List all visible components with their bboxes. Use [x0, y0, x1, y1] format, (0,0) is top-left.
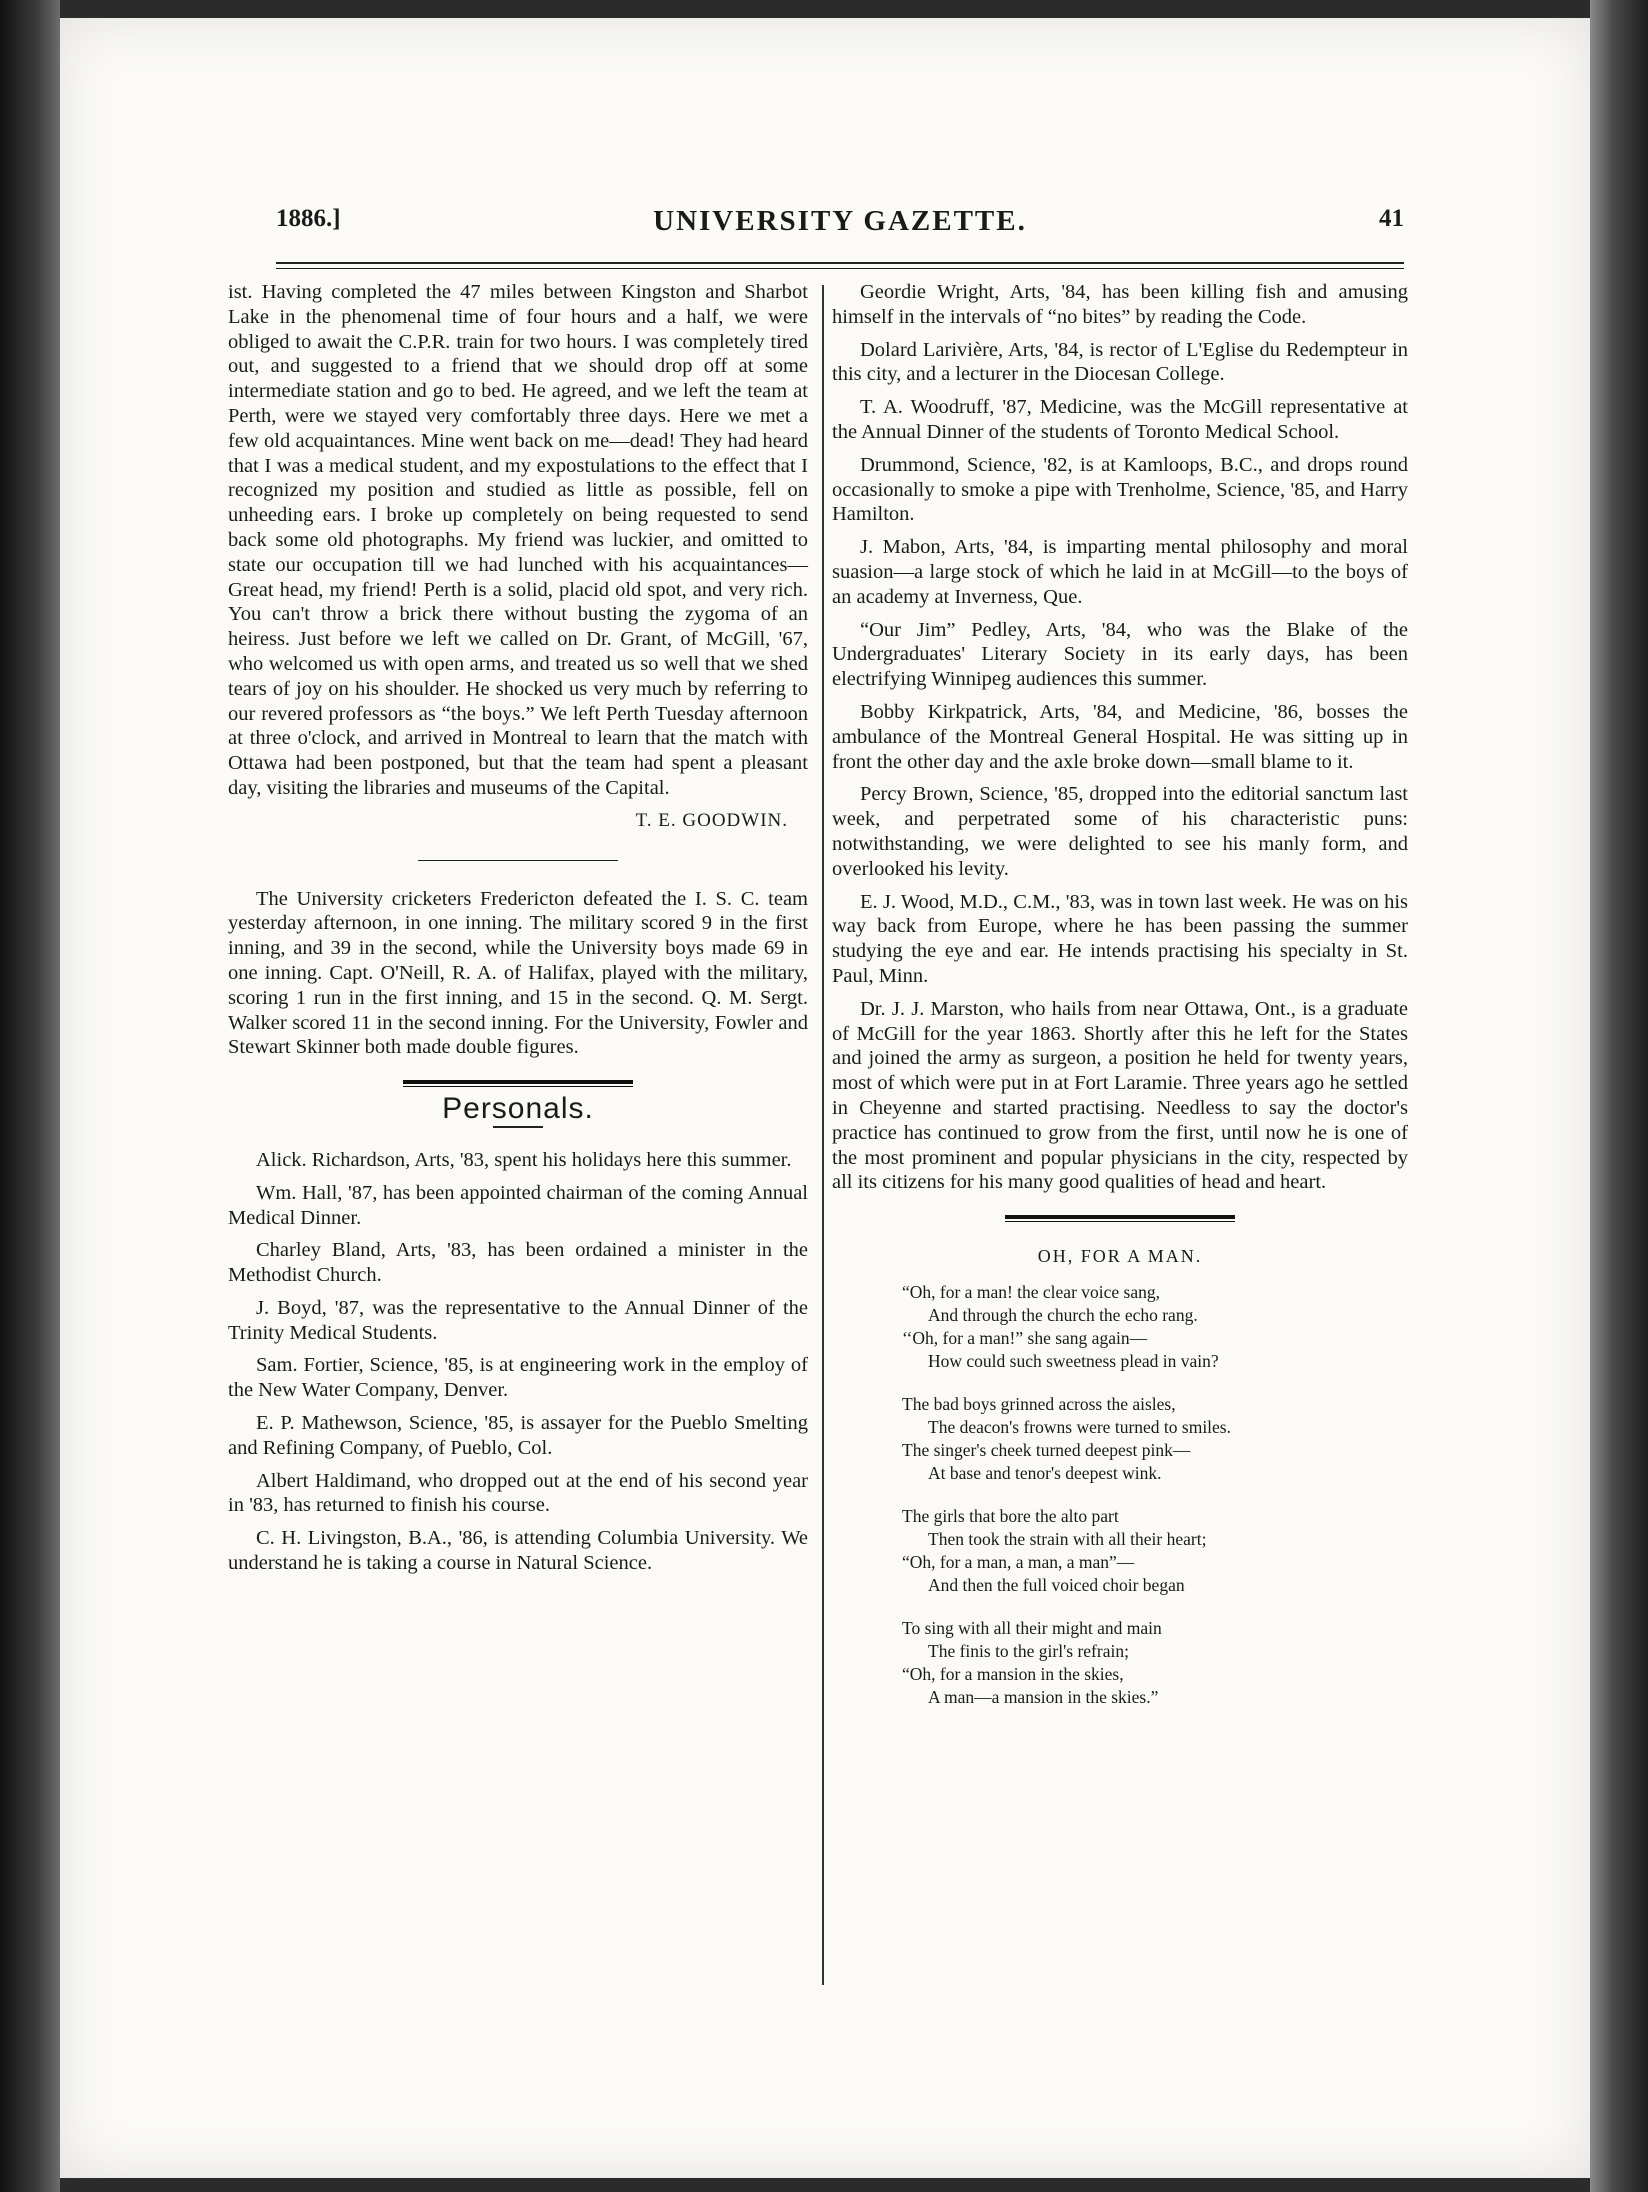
- personal-item: Charley Bland, Arts, '83, has been ordained a minister in the Methodist Church.: [228, 1239, 808, 1287]
- right-column: [832, 280, 1408, 1729]
- heading-underline: [493, 1126, 543, 1128]
- poem-line: Then took the strain with all their heart;: [928, 1528, 1207, 1549]
- personal-item: Dolard Larivière, Arts, '84, is rector of L'Eglise du Redempteur in this city, and a lecturer in the Diocesan College.: [832, 338, 1408, 386]
- header-title: UNIVERSITY GAZETTE.: [653, 205, 1027, 237]
- article-divider: [418, 860, 618, 861]
- personal-item: E. J. Wood, M.D., C.M., '83, was in town last week. He was on his way back from Europe, where he has been passing the summer studying the eye and ear. He intends practising his specialty in St. Paul, Minn.: [832, 890, 1408, 987]
- travel-article: ist. Having completed the 47 miles between Kingston and Sharbot Lake in the phenomenal time of four hours and a half, we were obliged to await the C.P.R. train for two hours. I was completely tired out, and suggested to a friend that we should drop off at some intermediate station and go to bed. He agreed, and we left the team at Perth, were we stayed very comfortably three days. Here we met a few old acquaintances. Mine went back on me—dead! They had heard that I was a medical student, and my expostulations to the effect that I recognized my position and studied as little as possible, fell on unheeding ears. I broke up completely on being requested to send back some old photographs. My friend was luckier, and omitted to state our occupation till we had lunched with his acquaintances—Great head, my friend! Perth is a solid, placid old spot, and very rich. You can't throw a brick there without busting the zygoma of an heiress. Just before we left we called on Dr. Grant, of McGill, '67, who welcomed us with open arms, and treated us so well that we shed tears of joy on his shoulder. He shocked us very much by referring to our revered professors as “the boys.” We left Perth Tuesday afternoon at three o'clock, and arrived in Montreal to learn that the match with Ottawa had been postponed, but that the team had spent a pleasant day, visiting the libraries and museums of the Capital.: [228, 281, 808, 799]
- personal-item: J. Boyd, '87, was the representative to the Annual Dinner of the Trinity Medical Students.: [228, 1296, 808, 1344]
- personal-item: Wm. Hall, '87, has been appointed chairman of the coming Annual Medical Dinner.: [228, 1181, 808, 1229]
- poem-line: “Oh, for a man! the clear voice sang,: [902, 1281, 1161, 1302]
- personal-item: Sam. Fortier, Science, '85, is at engineering work in the employ of the New Water Company, Denver.: [228, 1354, 808, 1402]
- page-header: [276, 205, 1404, 257]
- poem-stanza: [902, 1505, 1408, 1597]
- cricket-article: The University cricketers Fredericton defeated the I. S. C. team yesterday afternoon, in one inning. The military scored 9 in the first inning, and 39 in the second, while the University boys made 69 in one inning. Capt. O'Neill, R. A. of Halifax, played with the military, scoring 1 run in the first inning, and 15 in the second. Q. M. Sergt. Walker scored 11 in the second inning. For the University, Fowler and Stewart Skinner both made double figures.: [228, 887, 808, 1059]
- personal-item: T. A. Woodruff, '87, Medicine, was the McGill representative at the Annual Dinner of the students of Toronto Medical School.: [832, 396, 1408, 443]
- scan-right-edge: [1590, 0, 1648, 2192]
- poem-line: And through the church the echo rang.: [928, 1304, 1198, 1325]
- personal-item: Bobby Kirkpatrick, Arts, '84, and Medicine, '86, bosses the ambulance of the Montreal General Hospital. He was sitting up in front the other day and the axle broke down—small blame to it.: [832, 700, 1408, 773]
- poem: [832, 1281, 1408, 1709]
- personals-list-right: [832, 280, 1408, 1195]
- poem-title: OH, FOR A MAN.: [1037, 1246, 1203, 1267]
- personal-item: Geordie Wright, Arts, '84, has been killing fish and amusing himself in the intervals of “no bites” by reading the Code.: [832, 281, 1408, 328]
- personal-item: J. Mabon, Arts, '84, is imparting mental philosophy and moral suasion—a large stock of which he laid in at McGill—to the boys of an academy at Inverness, Que.: [832, 536, 1408, 608]
- personal-item: Dr. J. J. Marston, who hails from near Ottawa, Ont., is a graduate of McGill for the year 1863. Shortly after this he left for the States and joined the army as surgeon, a position he held for twenty years, most of which were put in at Fort Laramie. Three years ago he settled in Cheyenne and started practising. Needless to say the doctor's practice has continued to grow from the first, until now he is one of the most prominent and popular physicians in the city, respected by all its citizens for his many good qualities of head and heart.: [832, 997, 1408, 1194]
- poem-divider: [1005, 1215, 1235, 1222]
- poem-line: At base and tenor's deepest wink.: [928, 1462, 1162, 1483]
- poem-stanza: [902, 1281, 1408, 1373]
- poem-line: The finis to the girl's refrain;: [928, 1640, 1129, 1661]
- section-divider: [403, 1080, 633, 1087]
- poem-line: To sing with all their might and main: [902, 1617, 1162, 1638]
- poem-line: The singer's cheek turned deepest pink—: [902, 1439, 1191, 1460]
- personal-item: Alick. Richardson, Arts, '83, spent his holidays here this summer.: [256, 1148, 792, 1171]
- personal-item: Albert Haldimand, who dropped out at the end of his second year in '83, has returned to finish his course.: [228, 1469, 808, 1517]
- personals-heading: Personals.: [442, 1092, 594, 1126]
- poem-line: ‘‘Oh, for a man!” she sang again—: [902, 1327, 1148, 1348]
- header-rule-thin: [276, 268, 1404, 269]
- poem-line: The deacon's frowns were turned to smiles.: [928, 1416, 1231, 1437]
- left-column: [228, 280, 808, 1584]
- poem-line: A man—a mansion in the skies.”: [928, 1686, 1159, 1707]
- column-divider: [822, 285, 824, 1985]
- personal-item: Percy Brown, Science, '85, dropped into the editorial sanctum last week, and perpetrated some of his characteristic puns: notwithstanding, we were delighted to see his manly form, and overlooked his levity.: [832, 783, 1408, 880]
- page-number: 41: [1379, 205, 1404, 232]
- poem-stanza: [902, 1617, 1408, 1709]
- personal-item: E. P. Mathewson, Science, '85, is assayer for the Pueblo Smelting and Refining Company, of Pueblo, Col.: [228, 1412, 808, 1459]
- poem-line: “Oh, for a man, a man, a man”—: [902, 1551, 1135, 1572]
- poem-stanza: [902, 1393, 1408, 1485]
- poem-line: How could such sweetness plead in vain?: [928, 1350, 1219, 1371]
- header-date: 1886.]: [276, 205, 341, 232]
- poem-line: The girls that bore the alto part: [902, 1505, 1119, 1526]
- personal-item: “Our Jim” Pedley, Arts, '84, who was the Blake of the Undergraduates' Literary Society in its early days, has been electrifying Winnipeg audiences this summer.: [832, 618, 1408, 691]
- header-rule: [276, 262, 1404, 264]
- article-signature: T. E. GOODWIN.: [635, 809, 788, 831]
- personal-item: C. H. Livingston, B.A., '86, is attending Columbia University. We understand he is taking a course in Natural Science.: [228, 1527, 808, 1575]
- scan-left-edge: [0, 0, 60, 2192]
- poem-line: “Oh, for a mansion in the skies,: [902, 1663, 1124, 1684]
- poem-line: And then the full voiced choir began: [928, 1574, 1185, 1595]
- poem-line: The bad boys grinned across the aisles,: [902, 1393, 1176, 1414]
- personals-list-left: [228, 1148, 808, 1576]
- personal-item: Drummond, Science, '82, is at Kamloops, B.C., and drops round occasionally to smoke a pipe with Trenholme, Science, '85, and Harry Hamilton.: [832, 453, 1408, 526]
